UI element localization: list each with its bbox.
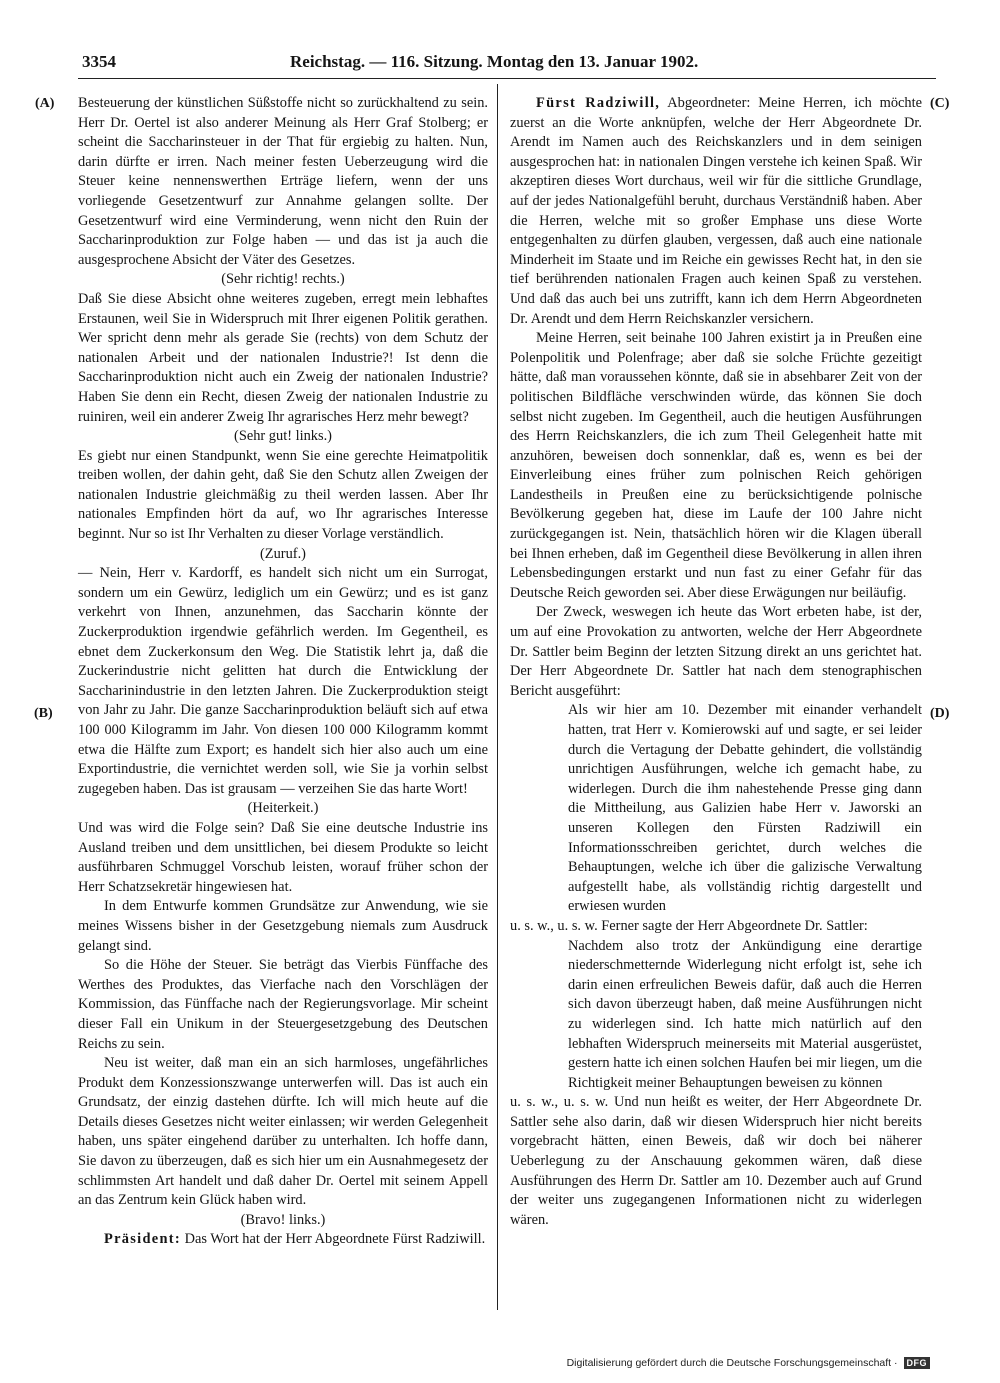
left-column: [78, 94, 488, 1250]
paragraph: [78, 819, 488, 897]
paragraph: [78, 956, 488, 1054]
footer-credit: Digitalisierung gefördert durch die Deutsche Forschungsgemeinschaft ·: [566, 1357, 898, 1369]
interjection: [78, 270, 488, 290]
paragraph-text: u. s. w., u. s. w. Und nun heißt es weiter, der Herr Abgeordnete Dr. Sattler sehe also darin, daß wir diesen Widerspruch hier nicht bereits vorgebracht hätten, einen Beweis, daß wir doch bei näherer Ueberlegung zu der Anschauung gekommen wären, daß diese Ausführungen des Herrn Dr. Sattler am 10. Dezember auch auf Grund der weiter uns zugegangenen Informationen nicht zu widerlegen wären.: [510, 1094, 922, 1228]
paragraph-text: Es giebt nur einen Standpunkt, wenn Sie eine gerechte Heimatpolitik treiben wollen, der dahin geht, daß Sie den Schutz allen Zweigen der nationalen Industrie gleichmäßig zu theil werden lassen. Aber Ihr nationales Empfinden hört da auf, wo Ihr agrarisches Interesse beginnt. Nur so ist Ihr Verhalten zu dieser Vorlage verständlich.: [78, 447, 488, 543]
page-header: [78, 50, 938, 76]
paragraph-text: So die Höhe der Steuer. Sie beträgt das Vierbis Fünffache des Werthes des Produktes, das Vierfache nach den Vorschlägen der Kommission, das Fünffache nach der Regierungsvorlage. Mir scheint dieser Fall ein Unikum in der Steuergesetzgebung des Deutschen Reichs zu sein.: [78, 957, 488, 1052]
running-title: Reichstag. — 116. Sitzung. Montag den 13. Januar 1902.: [290, 52, 699, 71]
paragraph-text: Abgeordneter: Meine Herren, ich möchte zuerst an die Worte anknüpfen, welche der Herr Abgeordnete Dr. Arendt im Namen auch des Reichskanzlers und in dem seinigen ausgesprochen hat: in nationalen Dingen verstehe ich keinen Spaß. Wir akzeptiren dieses Wort durchaus, weil wir für die sittliche Grundlage, auf der jedes Nationalgefühl beruht, durchaus Verständniß haben. Aber die Herren, welche mit so großer Emphase uns diese Worte entgegenhalten zu dürfen glauben, vergessen, daß auch eine nationale Minderheit im Staate und im Reiche ein gewisses Recht hat, in den sie tief berührenden nationalen Fragen auch keinen Spaß zu verstehen. Und daß das auch bei uns zutrifft, kann ich dem Herrn Abgeordneten Dr. Arendt und dem Herrn Reichskanzler versichern.: [510, 95, 922, 327]
paragraph-text: Neu ist weiter, daß man ein an sich harmloses, ungefährliches Produkt dem Konzessionszwange unterwerfen will. Das ist auch ein Grundsatz, der einzig dastehen dürfte. Ich will mich heute auf die Details dieses Gesetzes nicht weiter einlassen; wir werden Gelegenheit haben, uns später eingehend darüber zu unterhalten. Ich hoffe dann, Sie davon zu überzeugen, daß es sich hier um ein Ausnahmegesetz der schlimmsten Art handelt und daß daher Dr. Oertel mit seinem Appell an das Zentrum kein Glück haben wird.: [78, 1055, 488, 1209]
paragraph: [78, 897, 488, 956]
paragraph: [78, 1054, 488, 1211]
paragraph-text: Meine Herren, seit beinahe 100 Jahren existirt ja in Preußen eine Polenpolitik und Polenfrage; aber daß sie solche Früchte gezeitigt hätte, daß man voraussehen könnte, daß sie in absehbarer Zeit von der politischen Bildfläche verschwinden würde, das können Sie doch selbst nicht zugeben. Im Gegentheil, auch die heutigen Ausführungen des Herrn Reichskanzlers, die ich zum Theil Gelegenheit hatte mit anzuhören, beweisen doch sonnenklar, daß es, wenn es bei der Einverleibung eines früher zum polnischen Reich gehörigen Landestheils in Preußen eine zu berücksichtigende polnische Bevölkerung gegeben hat, diese im Laufe der 100 Jahre nicht zurückgegangen ist. Nein, thatsächlich hören wir die Klagen überall bei Ihnen erheben, daß im Gegentheil diese Bevölkerung in allen ihren Lebensbedingungen erstarkt und nun fast zu einer Gefahr für das Deutsche Reich geworden sei. Aber diese Erwägungen nur beiläufig.: [510, 330, 922, 601]
margin-mark-b: (B): [34, 706, 53, 721]
paragraph: [78, 94, 488, 270]
paragraph: [510, 329, 922, 603]
column-divider: [497, 84, 498, 1310]
paragraph: [510, 603, 922, 701]
paragraph-text: In dem Entwurfe kommen Grundsätze zur Anwendung, wie sie meines Wissens bisher in der Gesetzgebung niemals zum Ausdruck gelangt sind.: [78, 898, 488, 954]
paragraph-text: (Sehr richtig! rechts.): [221, 271, 345, 288]
margin-mark-d: (D): [930, 706, 950, 721]
paragraph: [510, 917, 922, 937]
paragraph-text: Und was wird die Folge sein? Daß Sie eine deutsche Industrie ins Ausland treiben und dem unsittlichen, bei diesem Produkte so leicht ausführbaren Schmuggel Vorschub leisten, worauf früher schon der Herr Schatzsekretär hingewiesen hat.: [78, 819, 488, 895]
paragraph-text: Der Zweck, weswegen ich heute das Wort erbeten habe, ist der, um auf eine Provokation zu antworten, welche der Herr Abgeordnete Dr. Sattler beim Beginn der letzten Sitzung direkt an uns gerichtet hat. Der Herr Abgeordnete Dr. Sattler hat nach dem stenographischen Bericht ausgeführt:: [510, 604, 922, 699]
interjection: [78, 1211, 488, 1231]
interjection: [78, 545, 488, 565]
paragraph-text: (Zuruf.): [260, 545, 306, 562]
dfg-logo: DFG: [904, 1357, 931, 1369]
paragraph-text: — Nein, Herr v. Kardorff, es handelt sich nicht um ein Surrogat, sondern um ein Gewürz, lediglich um ein Gewürz; und es ist ganz verkehrt von Ihnen, anzunehmen, das Saccharin könnte der Zuckerproduktion irgendwie gefährlich werden. Im Gegentheil, es ebnet dem Zuckerkonsum den Weg. Die Statistik lehrt ja, daß die Zuckerindustrie nicht gelitten hat durch die Entwicklung der Saccharinindustrie in den letzten Jahren. Die Zuckerproduktion steigt von Jahr zu Jahr. Die ganze Saccharinproduktion beläuft sich auf etwa 100 000 Kilogramm im Jahr. Von diesen 100 000 Kilogramm kommt etwa die Hälfte zum Export; es handelt sich hier also auch um eine Exportindustrie, die vernichtet werden soll, wie Sie ja vorhin selbst zugegeben haben. Das ist grausam — verzeihen Sie das harte Wort!: [78, 565, 488, 797]
margin-mark-a: (A): [35, 96, 55, 111]
page-number: 3354: [82, 52, 116, 71]
paragraph-text: Nachdem also trotz der Ankündigung eine derartige niederschmetternde Widerlegung nicht erfolgt ist, sehe ich darin einen erfreulichen Beweis dafür, daß auch die Herren sich davon überzeugt haben, daß meine Ausführungen nicht zu widerlegen sind. Ich hatte mich natürlich auf den lebhaften Widerspruch meinerseits mit Material ausgerüstet, gestern hatte ich einen solchen Haufen bei mir liegen, um die Richtigkeit meiner Behauptungen beweisen zu können: [568, 937, 922, 1091]
paragraph-text: (Heiterkeit.): [247, 800, 319, 817]
paragraph-text: (Sehr gut! links.): [234, 428, 332, 445]
paragraph-text: Daß Sie diese Absicht ohne weiteres zugeben, erregt mein lebhaftes Erstaunen, weil Sie in Widerspruch mit Ihrer eigenen Politik gerathen. Wer spricht denn mehr als gerade Sie (rechts) von dem Schutz der nationalen Arbeit und der nationalen Industrie?! Ist denn die Saccharinproduktion nicht auch ein Zweig der nationalen Industrie? Haben Sie denn ein Recht, diesen Zweig der nationalen Industrie zu ruiniren, weil ein anderer Zweig Ihr agrarisches Herz mehr bewegt?: [78, 290, 488, 425]
paragraph: [78, 290, 488, 427]
paragraph-text: u. s. w., u. s. w. Ferner sagte der Herr Abgeordnete Dr. Sattler:: [510, 917, 868, 934]
margin-mark-c: (C): [930, 96, 950, 111]
interjection: [78, 799, 488, 819]
paragraph-text: Als wir hier am 10. Dezember mit einander verhandelt hatten, trat Herr v. Komierowski auf und sagte, er sei leider durch die Vertagung der Debatte gehindert, die vollständig unrichtigen Ausführungen, welche ich gemacht habe, zu widerlegen. Durch die ihm nahestehende Presse ging dann die Mittheilung, aus Galizien habe Herr v. Jaworski an unseren Kollegen den Fürsten Radziwill ein Informationsschreiben gerichtet, durch welches die Behauptungen, welche ich über die galizische Verwaltung aufgestellt habe, als vollständig richtig dargestellt und erwiesen wurden: [568, 702, 922, 915]
speaker-paragraph: [510, 94, 922, 329]
block-quote: [568, 701, 922, 917]
page-footer: [567, 1357, 930, 1369]
paragraph-text: Das Wort hat der Herr Abgeordnete Fürst Radziwill.: [184, 1231, 486, 1248]
paragraph-text: (Bravo! links.): [240, 1211, 326, 1228]
block-quote: [568, 937, 922, 1094]
speaker-paragraph: [78, 1230, 488, 1250]
paragraph: [78, 447, 488, 545]
right-column: [510, 94, 922, 1230]
speaker-name: Fürst Radziwill,: [536, 95, 661, 111]
paragraph: [78, 564, 488, 799]
header-rule: [78, 78, 936, 79]
paragraph-text: Besteuerung der künstlichen Süßstoffe nicht so zurückhaltend zu sein. Herr Dr. Oertel ist also anderer Meinung als Herr Graf Stolberg; er scheint die Saccharinsteuer in der That für ergiebig zu halten. Nun, darin dürfte er irren. Nach meiner festen Ueberzeugung wird die Steuer keine nennenswerthen Erträge liefern, wenn der uns vorliegende Gesetzentwurf zur Annahme gelangen sollte. Der Gesetzentwurf wird eine Verminderung, wenn nicht den Ruin der Saccharinproduktion zur Folge haben — und das ist ja auch die ausgesprochene Absicht der Väter des Gesetzes.: [78, 95, 488, 268]
speaker-name: Präsident:: [104, 1231, 181, 1248]
paragraph: [510, 1093, 922, 1230]
interjection: [78, 427, 488, 447]
